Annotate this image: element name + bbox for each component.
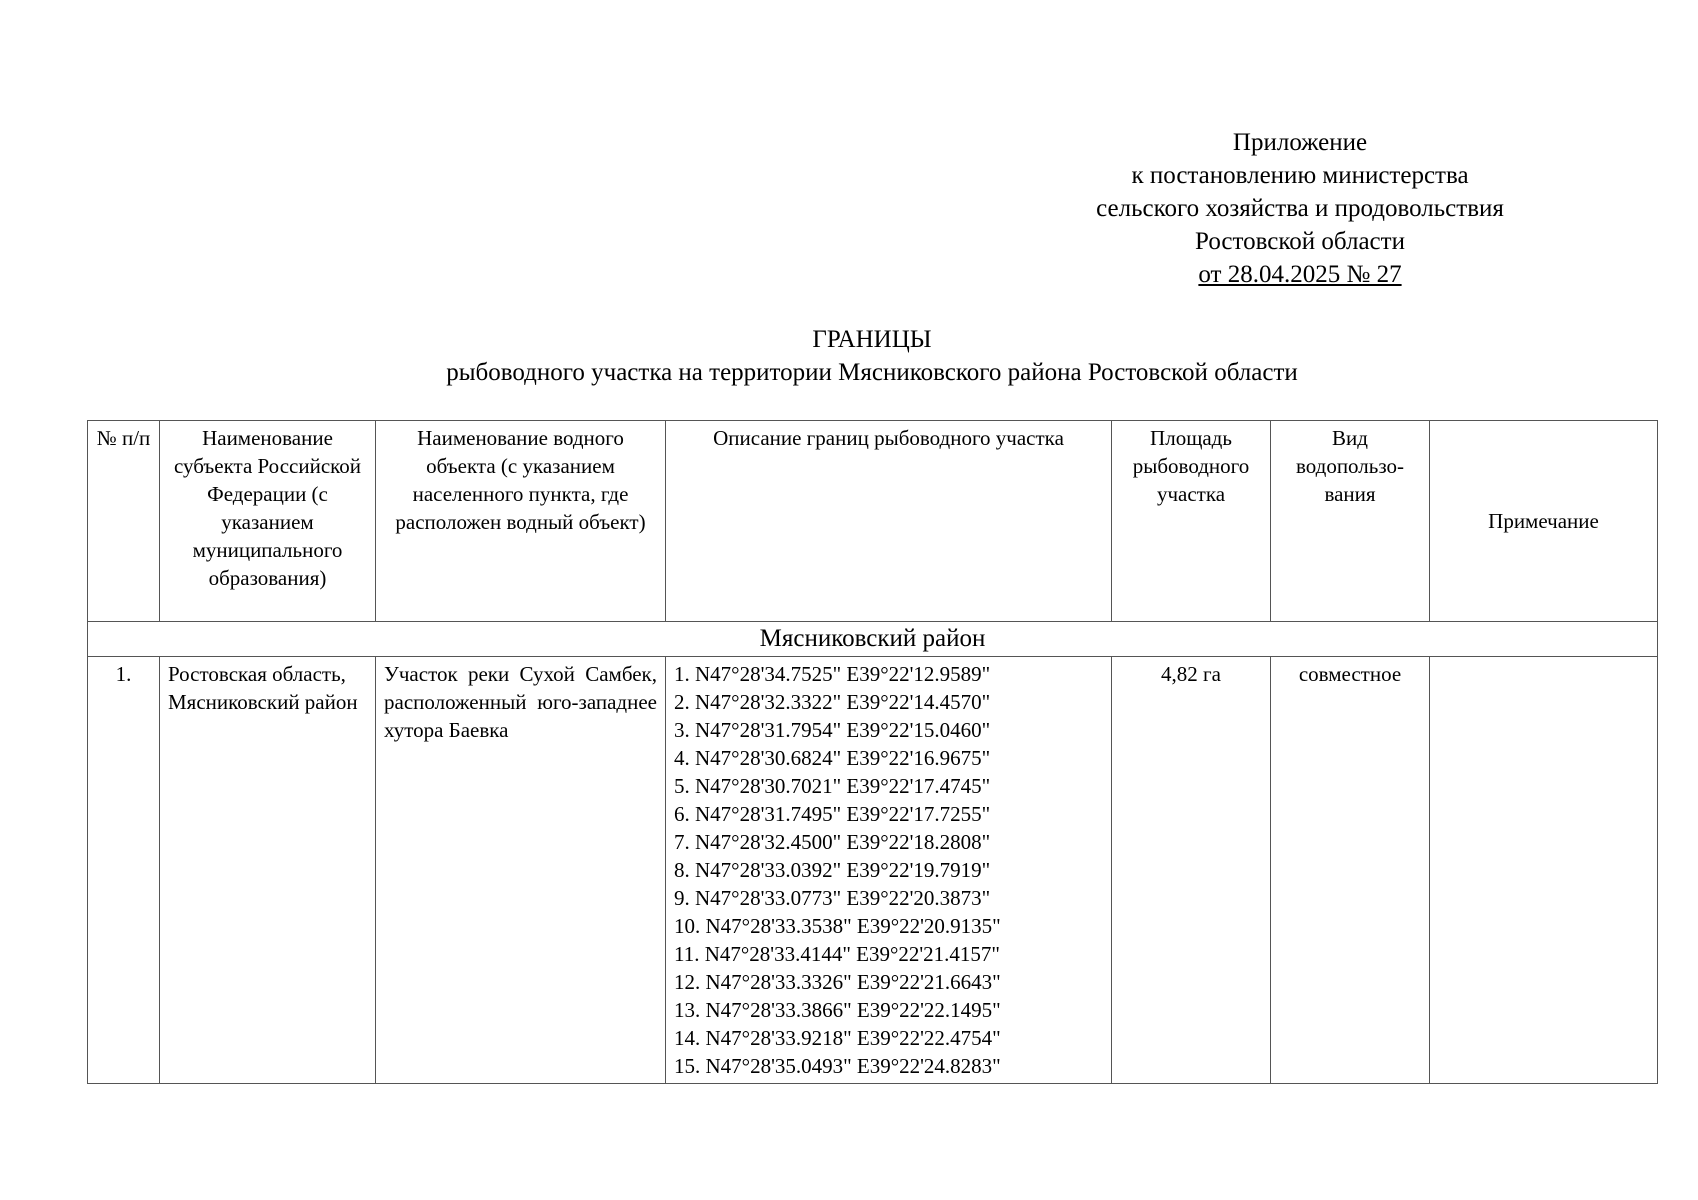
- row-subject: Ростовская область, Мясниковский район: [160, 657, 376, 1084]
- coordinate-point: 2. N47°28'32.3322" E39°22'14.4570": [674, 690, 991, 714]
- table-header-row: [88, 421, 1658, 622]
- coordinate-point: 11. N47°28'33.4144" E39°22'21.4157": [674, 942, 1000, 966]
- row-water-object: Участок реки Сухой Самбек, расположенный юго-западнее хутора Баевка: [376, 657, 666, 1084]
- table-row: [88, 657, 1658, 1084]
- row-note: [1430, 657, 1658, 1084]
- appendix-line: к постановлению министерства: [1131, 162, 1469, 189]
- coordinate-point: 1. N47°28'34.7525" E39°22'12.9589": [674, 662, 991, 686]
- header-usage-type: Вид водопользо- вания: [1271, 421, 1430, 622]
- coordinate-point: 14. N47°28'33.9218" E39°22'22.4754": [674, 1026, 1001, 1050]
- coordinate-point: 12. N47°28'33.3326" E39°22'21.6643": [674, 970, 1001, 994]
- document-subtitle: рыбоводного участка на территории Мясниковского района Ростовской области: [446, 359, 1298, 386]
- coordinate-point: 8. N47°28'33.0392" E39°22'19.7919": [674, 858, 991, 882]
- coordinate-point: 4. N47°28'30.6824" E39°22'16.9675": [674, 746, 991, 770]
- appendix-line: сельского хозяйства и продовольствия: [1096, 195, 1504, 222]
- coordinate-point: 15. N47°28'35.0493" E39°22'24.8283": [674, 1054, 1001, 1078]
- row-area: 4,82 га: [1112, 657, 1271, 1084]
- coordinate-point: 3. N47°28'31.7954" E39°22'15.0460": [674, 718, 991, 742]
- header-note: Примечание: [1430, 421, 1658, 622]
- row-usage-type: совместное: [1271, 657, 1430, 1084]
- coordinate-point: 13. N47°28'33.3866" E39°22'22.1495": [674, 998, 1001, 1022]
- appendix-date-line: от 28.04.2025 № 27: [1198, 261, 1402, 288]
- header-subject: Наименование субъекта Российской Федерации (с указанием муниципального образования): [160, 421, 376, 622]
- coordinate-point: 9. N47°28'33.0773" E39°22'20.3873": [674, 886, 991, 910]
- coordinate-point: 10. N47°28'33.3538" E39°22'20.9135": [674, 914, 1001, 938]
- appendix-line: Ростовской области: [1195, 228, 1405, 255]
- coordinate-point: 7. N47°28'32.4500" E39°22'18.2808": [674, 830, 991, 854]
- header-number: № п/п: [88, 421, 160, 622]
- header-water-object: Наименование водного объекта (с указанием населенного пункта, где расположен водный объект): [376, 421, 666, 622]
- row-coordinates: [666, 657, 1112, 1084]
- document-title: ГРАНИЦЫ: [812, 326, 932, 353]
- boundaries-table: [87, 420, 1658, 1084]
- header-boundaries: Описание границ рыбоводного участка: [666, 421, 1112, 622]
- header-area: Площадь рыбоводного участка: [1112, 421, 1271, 622]
- region-name: Мясниковский район: [88, 622, 1658, 657]
- row-number: 1.: [88, 657, 160, 1084]
- coordinate-point: 5. N47°28'30.7021" E39°22'17.4745": [674, 774, 991, 798]
- coordinate-point: 6. N47°28'31.7495" E39°22'17.7255": [674, 802, 991, 826]
- appendix-line: Приложение: [1232, 129, 1368, 156]
- region-row: [88, 622, 1658, 657]
- appendix-block: [1030, 126, 1570, 291]
